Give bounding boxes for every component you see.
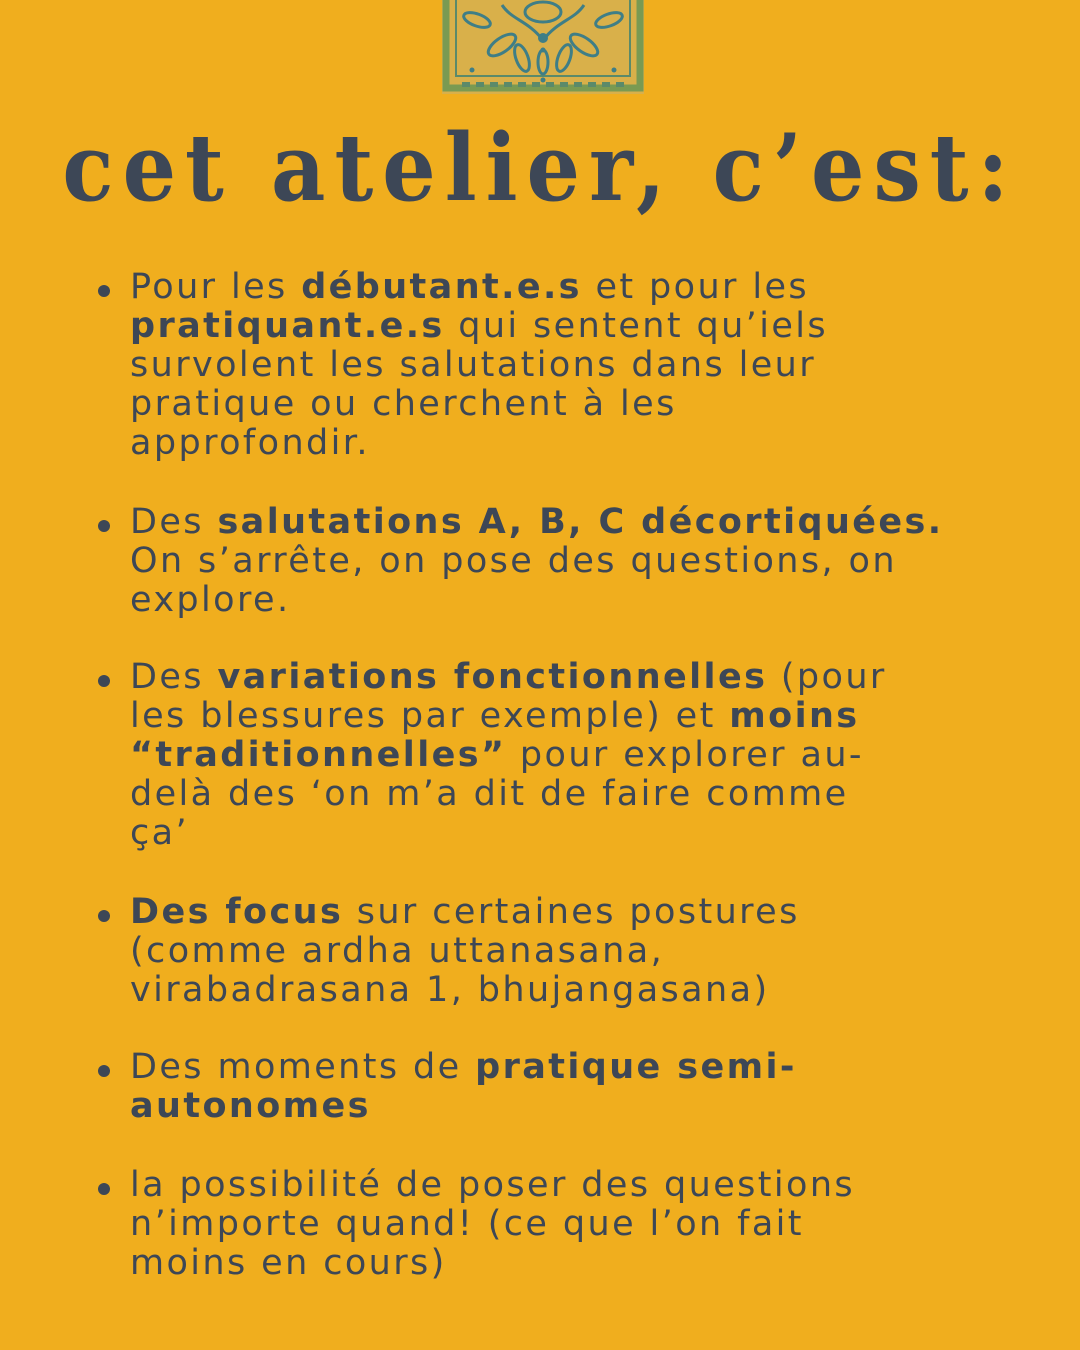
bold-text: Des focus xyxy=(130,892,344,932)
text: explore. xyxy=(130,580,291,620)
decorative-tile-icon xyxy=(442,0,644,94)
text: Pour les xyxy=(130,267,302,307)
list-item-line xyxy=(130,1087,371,1126)
bullet-dot-icon xyxy=(98,520,110,532)
bold-text: autonomes xyxy=(130,1086,371,1126)
text: On s’arrête, on pose des questions, on xyxy=(130,541,897,581)
bold-text: variations fonctionnelles xyxy=(217,657,768,697)
text: approfondir. xyxy=(130,423,370,463)
list-item-line xyxy=(130,503,943,542)
text: sur certaines postures xyxy=(343,892,800,932)
text: survolent les salutations dans leur xyxy=(130,345,817,385)
bullet-dot-icon xyxy=(98,1183,110,1195)
list-item-line xyxy=(130,542,897,581)
bullet-dot-icon xyxy=(98,285,110,297)
list-item-line xyxy=(130,346,816,385)
bullet-dot-icon xyxy=(98,910,110,922)
text: delà des ‘on m’a dit de faire comme xyxy=(130,774,849,814)
text: pratique ou cherchent à les xyxy=(130,384,677,424)
bold-text: moins xyxy=(729,696,860,736)
bullet-dot-icon xyxy=(98,1065,110,1077)
text: moins en cours) xyxy=(130,1243,447,1283)
text: virabadrasana 1, bhujangasana) xyxy=(130,970,770,1010)
list-item-line xyxy=(130,307,828,346)
text: qui sentent qu’iels xyxy=(444,306,829,346)
text: la possibilité de poser des questions xyxy=(130,1165,856,1205)
bold-text: débutant.e.s xyxy=(301,267,582,307)
list-item-line xyxy=(130,385,677,424)
list-item-line xyxy=(130,658,887,697)
list-item-line xyxy=(130,971,770,1010)
list-item-line xyxy=(130,1205,804,1244)
bold-text: “traditionnelles” xyxy=(130,735,507,775)
list-item-line xyxy=(130,424,370,463)
text: (pour xyxy=(767,657,887,697)
list-item-line xyxy=(130,1166,855,1205)
list-item-line xyxy=(130,814,189,853)
text: Des xyxy=(130,502,218,542)
text: (comme ardha uttanasana, xyxy=(130,931,665,971)
text: Des xyxy=(130,657,218,697)
list-item-line xyxy=(130,268,809,307)
list-item-line xyxy=(130,1244,447,1283)
text: n’importe quand! (ce que l’on fait xyxy=(130,1204,804,1244)
bold-text: pratiquant.e.s xyxy=(130,306,445,346)
bullet-dot-icon xyxy=(98,675,110,687)
page-title: cet atelier, c’est: xyxy=(62,113,1018,222)
list-item-line xyxy=(130,775,849,814)
list-item-line xyxy=(130,1048,797,1087)
list-item-line xyxy=(130,932,664,971)
list-item-line xyxy=(130,581,290,620)
list-item-line xyxy=(130,893,800,932)
text: Des moments de xyxy=(130,1047,476,1087)
text: pour explorer au- xyxy=(506,735,864,775)
list-item-line xyxy=(130,697,860,736)
list-item-line xyxy=(130,736,864,775)
text: les blessures par exemple) et xyxy=(130,696,730,736)
bold-text: salutations A, B, C décortiquées. xyxy=(217,502,944,542)
text: et pour les xyxy=(581,267,810,307)
text: ça’ xyxy=(130,813,190,853)
bold-text: pratique semi- xyxy=(475,1047,797,1087)
